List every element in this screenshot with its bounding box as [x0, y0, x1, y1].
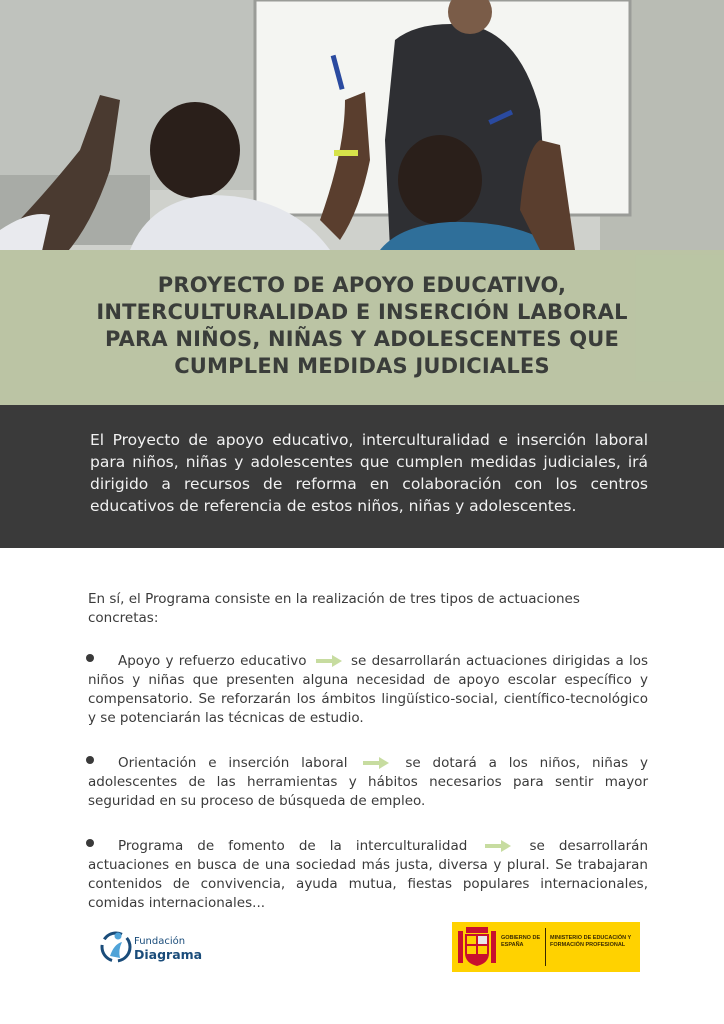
list-item-orientacion — [88, 754, 648, 811]
fundacion-label: Fundación — [134, 936, 186, 947]
list-item-interculturalidad — [88, 837, 648, 913]
item-label: Programa de fomento de la interculturalidad — [118, 838, 468, 854]
item-text: se dotará a los niños, niñas y adolescentes de las herramientas y hábitos necesarios para sentir mayor seguridad en su proceso de búsqueda de empleo. — [88, 755, 649, 809]
page-title — [40, 272, 684, 380]
arrow-right-icon — [363, 757, 389, 769]
fundacion-diagrama-logo — [100, 928, 220, 968]
gobierno-label: GOBIERNO DE ESPAÑA — [501, 935, 541, 948]
bullet-icon — [86, 756, 94, 764]
list-item-apoyo — [88, 652, 648, 728]
coat-of-arms-icon — [458, 927, 496, 967]
diagrama-logo-icon — [100, 928, 132, 966]
title-line-3: PARA NIÑOS, NIÑAS Y ADOLESCENTES QUE — [104, 327, 620, 351]
title-line-1: PROYECTO DE APOYO EDUCATIVO, — [157, 273, 567, 297]
bullet-icon — [86, 839, 94, 847]
title-line-4: CUMPLEN MEDIDAS JUDICIALES — [174, 354, 550, 378]
diagrama-label: Diagrama — [134, 947, 203, 962]
item-text: se desarrollarán actuaciones dirigidas a los niños y niñas que presenten alguna necesidad de apoyo escolar específico y compensatorio. Se reforzarán los ámbitos lingüístico-social, científico-tecnológico y se potenciarán las técnicas de estudio. — [88, 653, 648, 726]
item-label: Orientación e inserción laboral — [118, 755, 348, 771]
title-line-2: INTERCULTURALIDAD E INSERCIÓN LABORAL — [96, 300, 628, 324]
content-section — [88, 590, 648, 939]
divider — [545, 928, 546, 966]
intro-text: El Proyecto de apoyo educativo, interculturalidad e inserción laboral para niños, niñas y adolescentes que cumplen medidas judiciales, irá dirigido a recursos de reforma en colaboración con los centros educativos de referencia de estos niños, niñas y adolescentes. — [90, 431, 648, 515]
item-label: Apoyo y refuerzo educativo — [118, 653, 307, 669]
intro-section — [0, 405, 724, 548]
bullet-icon — [86, 654, 94, 662]
ministerio-label: MINISTERIO DE EDUCACIÓN Y FORMACIÓN PROFESIONAL — [550, 935, 632, 948]
item-text: se desarrollarán actuaciones en busca de una sociedad más justa, diversa y plural. Se trabajaran contenidos de convivencia, ayuda mutua, fiestas populares internacionales, comidas internacionales... — [88, 838, 649, 911]
hero-section — [0, 0, 724, 405]
arrow-right-icon — [485, 840, 511, 852]
arrow-right-icon — [316, 655, 342, 667]
gobierno-espana-logo — [452, 922, 640, 972]
lead-text: En sí, el Programa consiste en la realización de tres tipos de actuaciones concretas: — [88, 591, 580, 626]
